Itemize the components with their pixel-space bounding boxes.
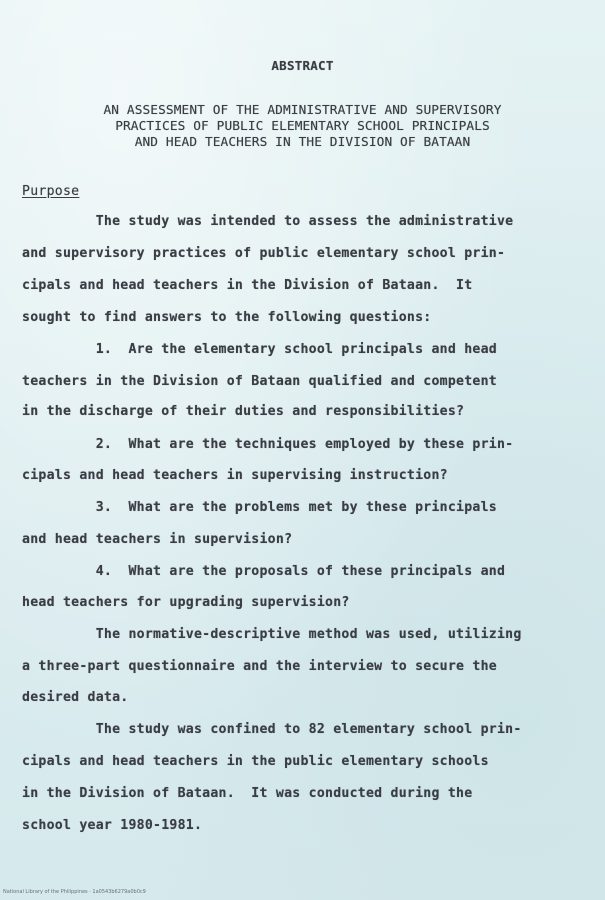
- purpose-heading: Purpose: [22, 184, 80, 199]
- body-line: desired data.: [22, 690, 129, 705]
- body-line: teachers in the Division of Bataan qualified and competent: [22, 374, 497, 389]
- thesis-title-line-2: PRACTICES OF PUBLIC ELEMENTARY SCHOOL PRINCIPALS: [115, 119, 490, 134]
- body-line: and head teachers in supervision?: [22, 532, 293, 547]
- body-line: 1. Are the elementary school principals and head: [22, 342, 497, 357]
- thesis-title-line-3: AND HEAD TEACHERS IN THE DIVISION OF BATAAN: [134, 135, 471, 150]
- body-line: school year 1980-1981.: [22, 818, 203, 833]
- body-line: The study was intended to assess the administrative: [22, 214, 514, 229]
- body-line: 2. What are the techniques employed by these prin-: [22, 437, 514, 452]
- body-line: cipals and head teachers in the public elementary schools: [22, 754, 489, 769]
- body-line: The normative-descriptive method was used, utilizing: [22, 627, 522, 642]
- body-line: 3. What are the problems met by these principals: [22, 500, 497, 515]
- thesis-title-line-1: AN ASSESSMENT OF THE ADMINISTRATIVE AND SUPERVISORY: [103, 103, 502, 118]
- scan-watermark: National Library of the Philippines · 1a0543b6279a0b0c9: [3, 889, 146, 895]
- body-line: and supervisory practices of public elementary school prin-: [22, 246, 506, 261]
- body-line: cipals and head teachers in supervising instruction?: [22, 468, 448, 483]
- body-line: a three-part questionnaire and the interview to secure the: [22, 659, 497, 674]
- body-line: cipals and head teachers in the Division of Bataan. It: [22, 278, 473, 293]
- body-line: head teachers for upgrading supervision?: [22, 595, 350, 610]
- abstract-title: ABSTRACT: [271, 58, 334, 73]
- body-line: The study was confined to 82 elementary school prin-: [22, 722, 522, 737]
- body-line: in the Division of Bataan. It was conducted during the: [22, 786, 473, 801]
- body-line: 4. What are the proposals of these principals and: [22, 564, 506, 579]
- body-line: sought to find answers to the following questions:: [22, 310, 432, 325]
- body-line: in the discharge of their duties and responsibilities?: [22, 404, 465, 419]
